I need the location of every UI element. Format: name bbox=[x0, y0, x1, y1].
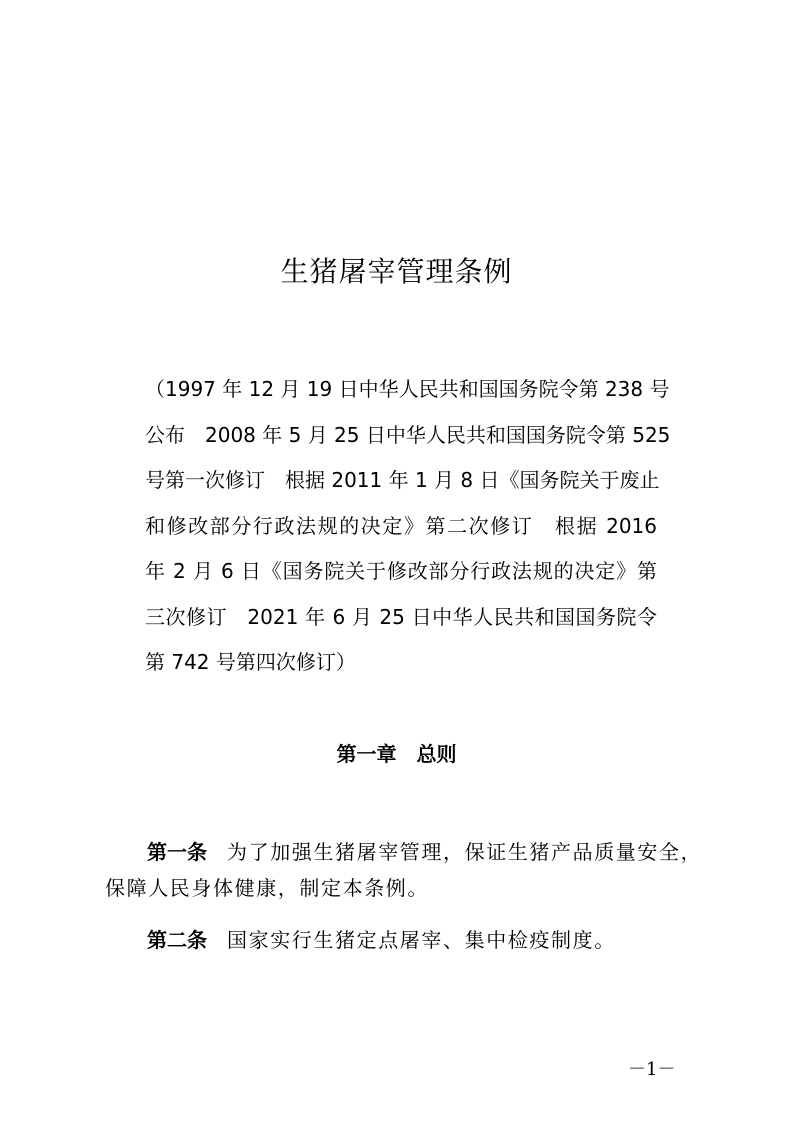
article-1-text-line2: 保障人民身体健康，制定本条例。 bbox=[105, 876, 429, 900]
article-2-label: 第二条 bbox=[147, 928, 207, 952]
article-1 bbox=[105, 834, 703, 906]
article-1-first-line bbox=[105, 834, 703, 870]
revision-history-line: 公布 2008 年 5 月 25 日中华人民共和国国务院令第 525 bbox=[145, 422, 671, 447]
article-2-text-line1: 国家实行生猪定点屠宰、集中检疫制度。 bbox=[227, 928, 616, 952]
article-2 bbox=[105, 922, 690, 958]
revision-history-line: 三次修订 2021 年 6 月 25 日中华人民共和国国务院令 bbox=[145, 604, 657, 629]
page-number: －1－ bbox=[628, 1059, 676, 1080]
chapter-heading: 第一章 总则 bbox=[336, 742, 457, 766]
article-2-first-line bbox=[105, 922, 690, 958]
revision-history-line: 第 742 号第四次修订） bbox=[145, 650, 356, 674]
revision-history-line: 号第一次修订 根据 2011 年 1 月 8 日《国务院关于废止 bbox=[145, 468, 660, 492]
revision-history-line: 和修改部分行政法规的决定》第二次修订 根据 2016 bbox=[145, 513, 657, 538]
article-1-label: 第一条 bbox=[147, 840, 207, 864]
revision-history-line: 年 2 月 6 日《国务院关于修改部分行政法规的决定》第 bbox=[145, 559, 657, 583]
revision-history-line: （1997 年 12 月 19 日中华人民共和国国务院令第 238 号 bbox=[145, 377, 670, 401]
revision-history bbox=[145, 367, 671, 686]
document-title: 生猪屠宰管理条例 bbox=[280, 255, 513, 288]
article-1-text-line1: 为了加强生猪屠宰管理，保证生猪产品质量安全， bbox=[227, 840, 703, 864]
